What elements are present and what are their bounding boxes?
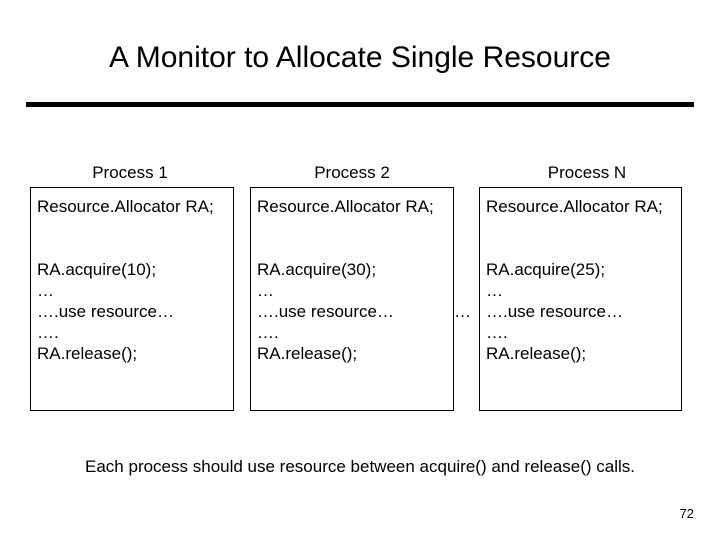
process-n-box: [479, 187, 682, 411]
process-2-code: [257, 259, 394, 364]
process-2-code-line: RA.acquire(30);: [257, 260, 377, 279]
process-1-label: Process 1: [92, 163, 168, 182]
process-1-code-line: …: [37, 281, 54, 300]
process-n-declaration: Resource.Allocator RA;: [486, 197, 663, 216]
process-2-declaration: Resource.Allocator RA;: [257, 197, 434, 216]
slide-caption: Each process should use resource between acquire() and release() calls.: [85, 457, 635, 476]
process-1-code-line: ….: [37, 323, 59, 342]
process-n-code-line: ….: [486, 323, 508, 342]
process-1-box: [30, 187, 234, 411]
process-2-code-line: RA.release();: [257, 344, 358, 363]
title-divider: [26, 102, 694, 107]
process-1-declaration: Resource.Allocator RA;: [37, 197, 214, 216]
process-n-code-line: ….use resource…: [486, 302, 623, 321]
process-1-code-line: RA.release();: [37, 344, 138, 363]
process-1-code: [37, 259, 174, 364]
process-1-code-line: RA.acquire(10);: [37, 260, 157, 279]
slide-title: A Monitor to Allocate Single Resource: [109, 41, 611, 74]
process-n-code-line: …: [486, 281, 503, 300]
process-2-code-line: ….: [257, 323, 279, 342]
process-2-code-line: …: [257, 281, 274, 300]
process-1-code-line: ….use resource…: [37, 302, 174, 321]
process-2-code-line: ….use resource…: [257, 302, 394, 321]
process-n-code: [486, 259, 623, 364]
between-processes-ellipsis: …: [454, 302, 471, 321]
process-n-label: Process N: [547, 163, 627, 182]
process-2-label: Process 2: [314, 163, 390, 182]
page-number: 72: [679, 506, 694, 521]
process-n-code-line: RA.acquire(25);: [486, 260, 606, 279]
process-n-code-line: RA.release();: [486, 344, 587, 363]
process-2-box: [250, 187, 454, 411]
